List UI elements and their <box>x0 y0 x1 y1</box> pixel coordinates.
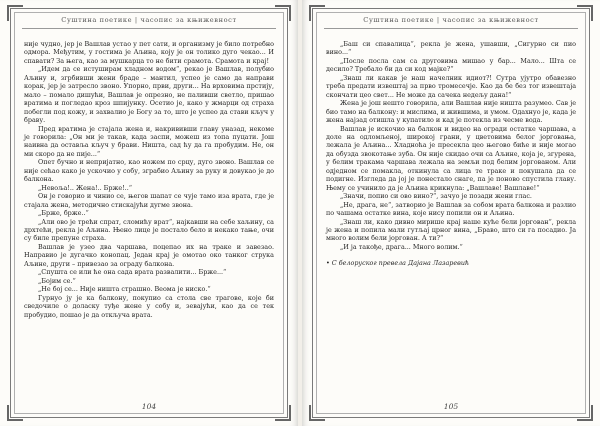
page-number: 105 <box>443 402 459 411</box>
paragraph: „Брже, брже..“ <box>38 209 89 218</box>
translator-note: • С белоруског превела Дајана Лазаревић <box>326 259 470 268</box>
paragraph: „Бојим се.“ <box>38 276 76 285</box>
paragraph: „Баш си спавалица“, рекла је жена, ушавши, „Сигурно си пио вино...“ <box>326 40 576 57</box>
right-page <box>302 0 600 426</box>
paragraph: „И ја такође, драга... Много волим.“ <box>340 242 463 251</box>
paragraph: „Не бој се... Није ништа страшно. Веома је ниско.“ <box>38 285 211 294</box>
left-page <box>0 0 298 426</box>
paragraph: „Али ово је трећи спрат, сломићу врат“, најкавши на себе хаљину, са дрхтећи, рекла је Аљина. Њено лице је постало бело и некако тање, очи су биле препуне страха. <box>24 217 274 243</box>
paragraph: „Знаш ли, како дивно мирише крај наше куће бели јоргован“, рекла је жена и попила мали гутљај црног вина, „Браво, што си га посадио. Ја много волим бели јоргован. А ти?“ <box>326 217 576 243</box>
corner-ornament <box>309 5 325 21</box>
running-head: Суштина поетике | часопис за књижевност <box>22 14 276 29</box>
paragraph: Опет бучно и непријатно, као ножем по срцу, дуго звоно. Вашлав се није сећао како је ускочио у собу, зграбио Аљину за руку и довукао је до балкона. <box>24 158 274 184</box>
corner-ornament <box>577 5 593 21</box>
left-page-body <box>24 40 274 319</box>
running-head: Суштина поетике | часопис за књижевност <box>324 14 578 29</box>
paragraph: „Значи, попио си ово вино?“, зачуо је позади жени глас. <box>340 192 532 201</box>
paragraph: Он је говорио и чинио се, његов шапат се чује тамо иза врата, где је стајала жена, методично стискајући дугме звона. <box>24 192 274 209</box>
corner-ornament <box>275 5 291 21</box>
paragraph: „Знаш ли какав је наш начелник идиот?! Сутра ујутро обавезно треба предати извештај за прво тромесечје. Као да бе без тог извештаја скончати цео свет... Не може да сачека недељу дана!“ <box>326 73 576 99</box>
paragraph: „После посла сам са друговима мишао у бар... Мало... Шта се десило? Требало би да си код мајке?“ <box>326 56 576 74</box>
corner-ornament <box>7 5 23 21</box>
paragraph: није чудно, јер је Вашлав устао у пет сати, и организму је било потребно одмора. Међутим, у гостима је Аљина, коју је он толико дуго чекао... И спавати? За њега, као за мушкарца то не бити срамота. Срамота и крај! <box>24 40 274 65</box>
paragraph: Пред вратима је стајала жена и, накрививши главу уназад, некоме је говорила: „Он ми је такав, када заспи, можеш из топа пуцати. Још наивна да оставља кључ у брави. Ништа, сад ћу да га пробудим. Не, он ми скоро да не пије...“ <box>24 124 274 158</box>
paragraph: Гурнуо ју је ка балкону, покупио са стола све трагове, које би сведочиле о доласку туђе жене у собу и, зевајући, као да се тек пробудио, пошао је да откључа врата. <box>24 293 274 319</box>
paragraph: „Спушта се или ће она сада врата развалити... Брже...“ <box>38 268 227 277</box>
paragraph: „Невоља!.. Жена!.. Брже!..“ <box>38 183 133 192</box>
paragraph: Вашлав је искочио на балкон и видео на огради остатке чаршава, а доле на одломљеној, широкој грани, у цветовима белог јорговања, лежала је Аљина... Хладноћа је пресекла цео његово биће и није могао да обузда звокотање зуба. Он није скидао очи са Аљине, која је, згурена, у белим тракама чаршава лежала на земљи под белим јоргованом. Али одједном се помакла, откинула са лица те траке и покушала да се подигне. Изгледа да јој је понестало снаге, па је поново спустила главу. Њему се учинило да је Аљина крикнула: „Вашлаве! Вашлаве!“ <box>326 124 576 192</box>
right-page-body <box>326 40 576 268</box>
paragraph: „Идем да се истуширам хладном водом“, рекао је Вашлав, полубио Аљину и, згрбивши жени браде – мантил, успео је само да направи корак, јер је затресло звоно. Упорно, први, други... На врховима прстију, мало – помало дишући, Вашлав је опрезно, не паливши светло, пришао вратима и погледао кроз шпијунку. Осетио је, како у жмарци од страха побегли под кожу, и захвалио је Богу за то, што је успео да стави кључ у браву. <box>24 65 274 125</box>
paragraph: „Не, драга, не“, затворио је Вашлав за собом врата балкона и разлио по чашама остатке вина, које нису попили он и Аљина. <box>326 200 576 218</box>
paragraph: Вашлав је узео два чаршава, поцепао их на траке и завезао. Направио је дугачко конопац. Један крај је омотао око танког струка Аљине, други – привезао за ограду балкона. <box>24 242 274 268</box>
page-number: 104 <box>141 402 157 411</box>
paragraph: Жена је још нешто говорила, али Вашлав није ништа разумео. Сав је био тамо на балкону: и мислима, и жившима, и умом. Одахнуо је, када је жена најзад отишла у купатило и кад је потекла из чесме вода. <box>326 99 576 125</box>
